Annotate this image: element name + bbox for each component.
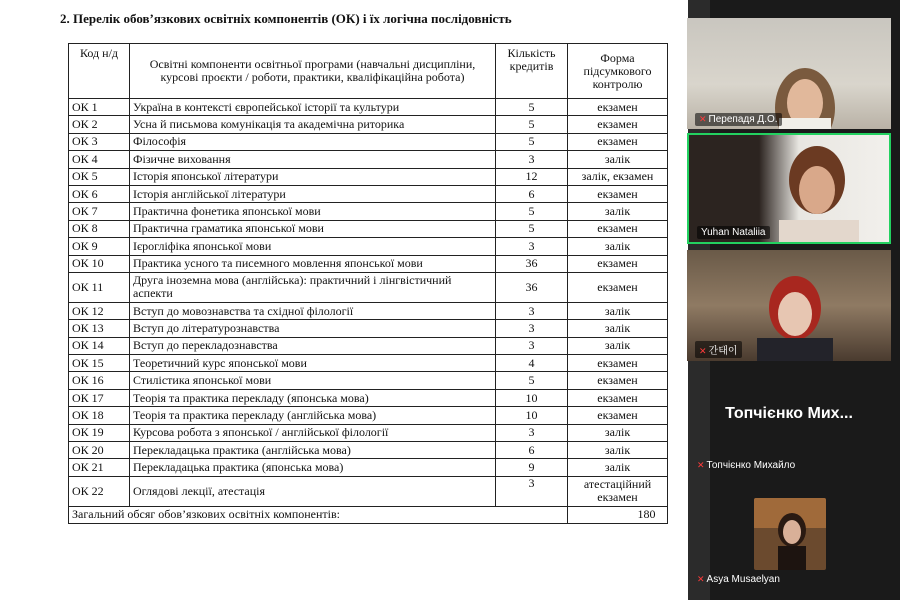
row-credits: 3	[496, 302, 568, 319]
row-credits: 5	[496, 203, 568, 220]
row-component: Теоретичний курс японської мови	[130, 355, 496, 372]
row-code: ОК 9	[69, 238, 130, 255]
row-component: Перекладацька практика (японська мова)	[130, 459, 496, 476]
table-row	[69, 99, 668, 116]
row-credits: 5	[496, 99, 568, 116]
table-row	[69, 255, 668, 272]
row-component: Теорія та практика перекладу (японська мова)	[130, 389, 496, 406]
header-credits: Кількість кредитів	[496, 44, 568, 99]
row-code: ОК 19	[69, 424, 130, 441]
row-credits: 3	[496, 238, 568, 255]
row-code: ОК 21	[69, 459, 130, 476]
table-row	[69, 185, 668, 202]
row-component: Україна в контексті європейської історії та культури	[130, 99, 496, 116]
header-code: Код н/д	[69, 44, 130, 99]
row-form: екзамен	[568, 272, 668, 302]
row-form: залік	[568, 459, 668, 476]
row-form: залік	[568, 424, 668, 441]
row-component: Перекладацька практика (англійська мова)	[130, 442, 496, 459]
participant-name	[697, 226, 770, 239]
header-component: Освітні компоненти освітньої програми (навчальні дисципліни, курсові проєкти / роботи, практики, кваліфікаційна робота)	[130, 44, 496, 99]
participant-name-text: Asya Musaelyan	[706, 574, 780, 585]
table-row	[69, 272, 668, 302]
participant-name-text: Yuhan Nataliia	[701, 227, 766, 238]
row-form: екзамен	[568, 220, 668, 237]
row-credits: 3	[496, 151, 568, 168]
row-form: екзамен	[568, 133, 668, 150]
table-row	[69, 238, 668, 255]
row-credits: 3	[496, 424, 568, 441]
participant-name	[695, 341, 742, 358]
table-row	[69, 168, 668, 185]
table-row	[69, 151, 668, 168]
header-form: Форма підсумкового контролю	[568, 44, 668, 99]
row-code: ОК 10	[69, 255, 130, 272]
row-code: ОК 7	[69, 203, 130, 220]
row-credits: 6	[496, 185, 568, 202]
row-credits: 3	[496, 320, 568, 337]
table-row	[69, 424, 668, 441]
row-code: ОК 15	[69, 355, 130, 372]
row-credits: 5	[496, 133, 568, 150]
row-form: залік	[568, 337, 668, 354]
participant-tile-3[interactable]	[687, 250, 891, 361]
row-code: ОК 3	[69, 133, 130, 150]
participant-name-text: 간태이	[708, 346, 738, 357]
row-component: Практична граматика японської мови	[130, 220, 496, 237]
table-row	[69, 355, 668, 372]
participant-tile-2[interactable]	[687, 133, 891, 244]
row-component: Оглядові лекції, атестація	[130, 476, 496, 506]
row-form: залік	[568, 238, 668, 255]
row-credits: 10	[496, 389, 568, 406]
row-form: екзамен	[568, 99, 668, 116]
row-component: Друга іноземна мова (англійська): практичний і лінгвістичний аспекти	[130, 272, 496, 302]
table-row	[69, 442, 668, 459]
row-form: екзамен	[568, 389, 668, 406]
mic-muted-icon: ✕	[697, 460, 705, 470]
row-code: ОК 6	[69, 185, 130, 202]
document-heading: 2. Перелік обов’язкових освітніх компонентів (ОК) і їх логічна послідовність	[60, 11, 512, 26]
row-form: екзамен	[568, 255, 668, 272]
participant-5-label	[697, 574, 780, 585]
row-credits: 6	[496, 442, 568, 459]
row-credits: 9	[496, 459, 568, 476]
row-code: ОК 17	[69, 389, 130, 406]
row-code: ОК 4	[69, 151, 130, 168]
row-code: ОК 12	[69, 302, 130, 319]
row-credits: 5	[496, 116, 568, 133]
row-code: ОК 22	[69, 476, 130, 506]
row-component: Теорія та практика перекладу (англійська мова)	[130, 407, 496, 424]
total-label: Загальний обсяг обов’язкових освітніх компонентів: 180	[69, 506, 568, 523]
row-credits: 4	[496, 355, 568, 372]
participant-name	[695, 113, 782, 126]
row-credits: 36	[496, 255, 568, 272]
table-row	[69, 116, 668, 133]
row-code: ОК 20	[69, 442, 130, 459]
table-row	[69, 389, 668, 406]
row-credits: 36	[496, 272, 568, 302]
components-table	[68, 43, 668, 524]
participant-4-label	[697, 460, 795, 471]
row-credits: 3	[496, 476, 568, 506]
row-form: залік	[568, 151, 668, 168]
row-component: Курсова робота з японської / англійської філології	[130, 424, 496, 441]
row-form: залік	[568, 320, 668, 337]
table-row	[69, 302, 668, 319]
row-code: ОК 18	[69, 407, 130, 424]
participant-tile-1[interactable]	[687, 18, 891, 129]
row-component: Вступ до перекладознавства	[130, 337, 496, 354]
mic-muted-icon: ✕	[699, 114, 707, 124]
row-component: Фізичне виховання	[130, 151, 496, 168]
row-component: Історія японської літератури	[130, 168, 496, 185]
row-component: Стилістика японської мови	[130, 372, 496, 389]
mic-muted-icon: ✕	[699, 346, 707, 356]
row-form: залік	[568, 203, 668, 220]
row-credits: 3	[496, 337, 568, 354]
table-row	[69, 220, 668, 237]
row-component: Практична фонетика японської мови	[130, 203, 496, 220]
row-form: екзамен	[568, 407, 668, 424]
table-row	[69, 133, 668, 150]
table-row	[69, 337, 668, 354]
row-form: екзамен	[568, 372, 668, 389]
row-component: Усна й письмова комунікація та академічна риторика	[130, 116, 496, 133]
table-row	[69, 459, 668, 476]
row-form: екзамен	[568, 185, 668, 202]
row-component: Філософія	[130, 133, 496, 150]
table-row	[69, 476, 668, 506]
row-code: ОК 1	[69, 99, 130, 116]
table-row	[69, 372, 668, 389]
row-credits: 10	[496, 407, 568, 424]
row-form: екзамен	[568, 116, 668, 133]
row-code: ОК 16	[69, 372, 130, 389]
avatar	[754, 498, 826, 570]
row-component: Ієрогліфіка японської мови	[130, 238, 496, 255]
table-row	[69, 320, 668, 337]
row-form: залік	[568, 302, 668, 319]
row-component: Практика усного та писемного мовлення японської мови	[130, 255, 496, 272]
mic-muted-icon: ✕	[697, 574, 705, 584]
row-form: залік, екзамен	[568, 168, 668, 185]
row-code: ОК 13	[69, 320, 130, 337]
row-code: ОК 14	[69, 337, 130, 354]
participant-name-text: Топчієнко Михайло	[706, 460, 796, 471]
total-label-text: Загальний обсяг обов’язкових освітніх компонентів:	[72, 507, 341, 522]
row-credits: 12	[496, 168, 568, 185]
row-credits: 5	[496, 372, 568, 389]
row-code: ОК 11	[69, 272, 130, 302]
row-component: Історія англійської літератури	[130, 185, 496, 202]
participant-4-display-name[interactable]: Топчієнко Мих...	[725, 405, 853, 422]
row-credits: 5	[496, 220, 568, 237]
table-row	[69, 203, 668, 220]
row-code: ОК 2	[69, 116, 130, 133]
participant-name-text: Перепадя Д.О.	[708, 114, 778, 125]
row-form: залік	[568, 442, 668, 459]
row-code: ОК 5	[69, 168, 130, 185]
participant-5-avatar[interactable]	[754, 498, 826, 570]
row-form: екзамен	[568, 355, 668, 372]
row-component: Вступ до мовознавства та східної філології	[130, 302, 496, 319]
row-code: ОК 8	[69, 220, 130, 237]
row-form: атестаційний екзамен	[568, 476, 668, 506]
row-component: Вступ до літературознавства	[130, 320, 496, 337]
table-row	[69, 407, 668, 424]
